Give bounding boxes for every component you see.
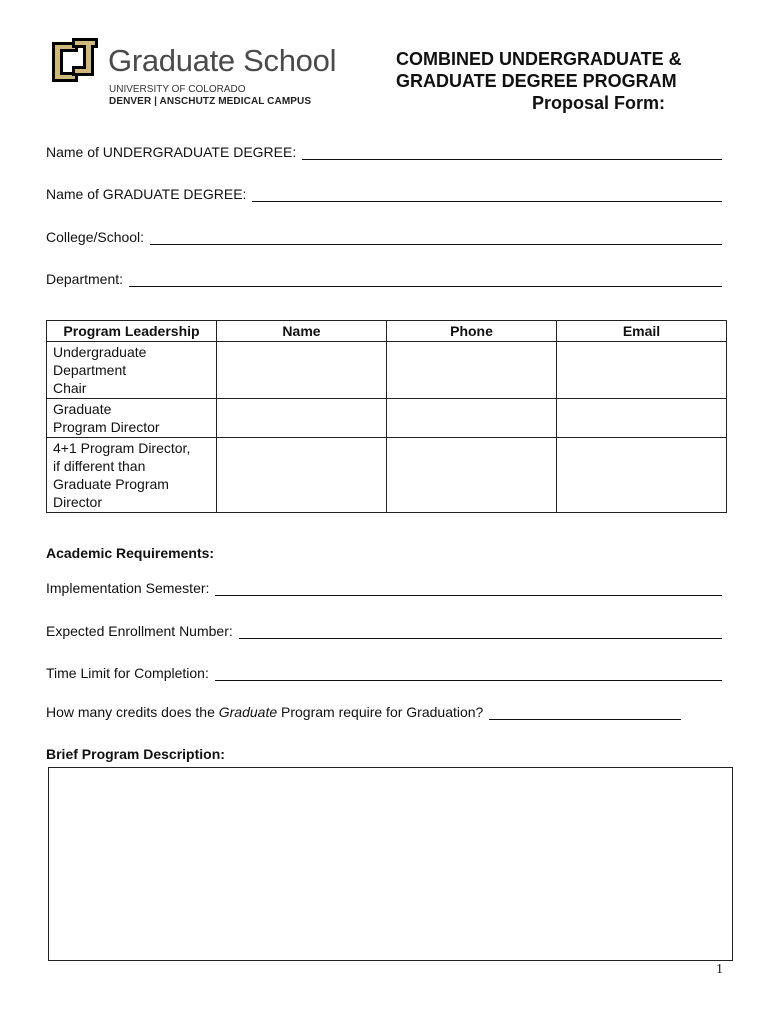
implementation-field <box>46 576 722 596</box>
role-line: Chair <box>53 380 87 396</box>
page-number: 1 <box>716 962 723 977</box>
header-program-leadership: Program Leadership <box>47 321 217 342</box>
role-4plus1-director <box>47 438 217 513</box>
department-label: Department: <box>46 271 124 287</box>
undergrad-degree-field <box>46 140 722 160</box>
table-row <box>47 399 727 438</box>
college-label: College/School: <box>46 229 145 245</box>
implementation-label: Implementation Semester: <box>46 580 210 596</box>
credits-question-text: How many credits does the Graduate Program require for Graduation? <box>46 704 484 720</box>
grad-degree-input-line[interactable] <box>252 187 722 202</box>
undergrad-degree-input-line[interactable] <box>302 145 722 160</box>
name-cell[interactable] <box>217 438 387 513</box>
enrollment-label: Expected Enrollment Number: <box>46 623 233 639</box>
role-line: if different than <box>53 458 146 474</box>
time-limit-input-line[interactable] <box>215 666 722 681</box>
role-line: Graduate <box>53 401 112 417</box>
role-line: Department <box>53 362 127 378</box>
name-cell[interactable] <box>217 342 387 399</box>
department-field <box>46 267 722 287</box>
table-row <box>47 342 727 399</box>
credits-input-line[interactable] <box>489 705 681 720</box>
header-email: Email <box>557 321 727 342</box>
time-limit-label: Time Limit for Completion: <box>46 665 209 681</box>
role-line: Undergraduate <box>53 344 147 360</box>
grad-degree-field <box>46 182 722 202</box>
role-undergrad-chair <box>47 342 217 399</box>
title-line-2: GRADUATE DEGREE PROGRAM <box>396 71 677 91</box>
program-leadership-table <box>46 320 727 513</box>
email-cell[interactable] <box>557 399 727 438</box>
enrollment-field <box>46 619 722 639</box>
role-grad-director <box>47 399 217 438</box>
role-line: Graduate Program <box>53 476 169 492</box>
enrollment-input-line[interactable] <box>239 624 722 639</box>
logo-title: Graduate School <box>108 43 337 78</box>
department-input-line[interactable] <box>129 272 722 287</box>
grad-degree-label: Name of GRADUATE DEGREE: <box>46 186 247 202</box>
time-limit-field <box>46 661 722 681</box>
title-line-3: Proposal Form: <box>532 93 666 113</box>
university-logo <box>50 36 350 108</box>
email-cell[interactable] <box>557 342 727 399</box>
undergrad-degree-label: Name of UNDERGRADUATE DEGREE: <box>46 144 297 160</box>
phone-cell[interactable] <box>387 438 557 513</box>
table-row <box>47 438 727 513</box>
college-input-line[interactable] <box>150 230 722 245</box>
title-line-1: COMBINED UNDERGRADUATE & <box>396 49 682 69</box>
logo-university: UNIVERSITY OF COLORADO <box>109 84 246 95</box>
logo-campus: DENVER | ANSCHUTZ MEDICAL CAMPUS <box>109 96 312 107</box>
phone-cell[interactable] <box>387 399 557 438</box>
college-field <box>46 225 722 245</box>
role-line: Program Director <box>53 419 160 435</box>
description-textbox[interactable] <box>48 767 733 961</box>
form-title <box>396 48 736 114</box>
table-header-row <box>47 321 727 342</box>
brief-description-heading: Brief Program Description: <box>46 746 225 762</box>
role-line: 4+1 Program Director, <box>53 440 191 456</box>
header-phone: Phone <box>387 321 557 342</box>
implementation-input-line[interactable] <box>215 581 722 596</box>
credits-question <box>46 704 681 720</box>
role-line: Director <box>53 494 103 510</box>
email-cell[interactable] <box>557 438 727 513</box>
phone-cell[interactable] <box>387 342 557 399</box>
name-cell[interactable] <box>217 399 387 438</box>
cu-logo-icon <box>50 36 100 88</box>
header-name: Name <box>217 321 387 342</box>
academic-requirements-heading: Academic Requirements: <box>46 545 215 561</box>
